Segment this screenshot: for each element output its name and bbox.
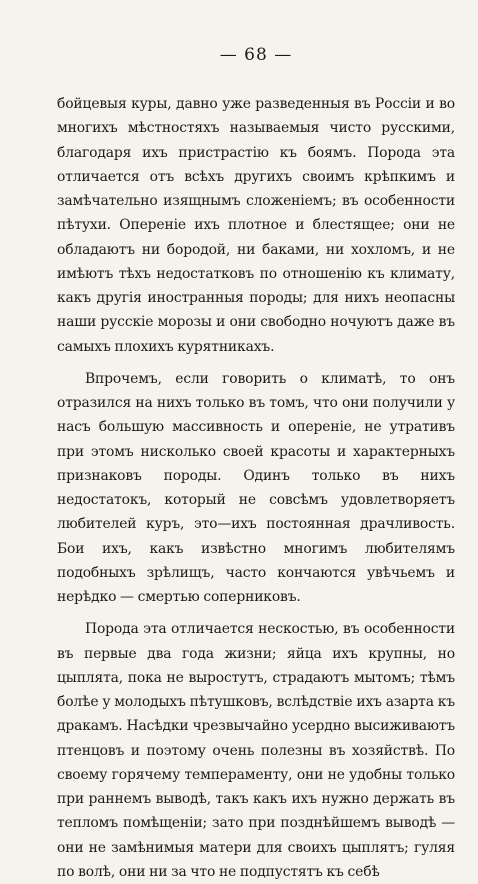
body-text xyxy=(57,92,455,884)
page-number: — 68 — xyxy=(219,45,293,65)
paragraph-3: Порода эта отличается нескостью, въ особенности въ первые два года жизни; яйца ихъ крупны, но цыплята, пока не выростутъ, страдаютъ мытомъ; тѣмъ болѣе у молодыхъ пѣтушковъ, вслѣдствіе ихъ азарта къ дракамъ. Насѣдки чрезвычайно усердно высиживаютъ птенцовъ и поэтому очень полезны въ хозяйствѣ. По своему горячему темпераменту, они не удобны только при раннемъ выводѣ, такъ какъ ихъ нужно держать въ тепломъ помѣщеніи; зато при позднѣйшемъ выводѣ — они не замѣнимыя матери для своихъ цыплятъ; гуляя по волѣ, они ни за что не подпустятъ къ себѣ xyxy=(57,621,455,880)
paragraph-2: Впрочемъ, если говорить о климатѣ, то онъ отразился на нихъ только въ томъ, что они получили у насъ большую массивность и опереніе, не утративъ при этомъ нисколько своей красоты и характерныхъ признаковъ породы. Одинъ только въ нихъ недостатокъ, который не совсѣмъ удовлетворяетъ любителей куръ, это—ихъ постоянная драчливость. Бои ихъ, какъ извѣстно многимъ любителямъ подобныхъ зрѣлищъ, часто кончаются увѣчьемъ и нерѣдко — смертью соперниковъ. xyxy=(57,370,455,605)
paragraph-1: бойцевыя куры, давно уже разведенныя въ Россіи и во многихъ мѣстностяхъ называемыя чисто русскими, благодаря ихъ пристрастію къ боямъ. Порода эта отличается отъ всѣхъ другихъ своимъ крѣпкимъ и замѣчательно изящнымъ сложеніемъ; въ особенности пѣтухи. Опереніе ихъ плотное и блестящее; они не обладаютъ ни бородой, ни баками, ни хохломъ, и не имѣютъ тѣхъ недостатковъ по отношенію къ климату, какъ другія иностранныя породы; для нихъ неопасны наши русскіе морозы и они свободно ночуютъ даже въ самыхъ плохихъ курятникахъ. xyxy=(57,96,455,355)
